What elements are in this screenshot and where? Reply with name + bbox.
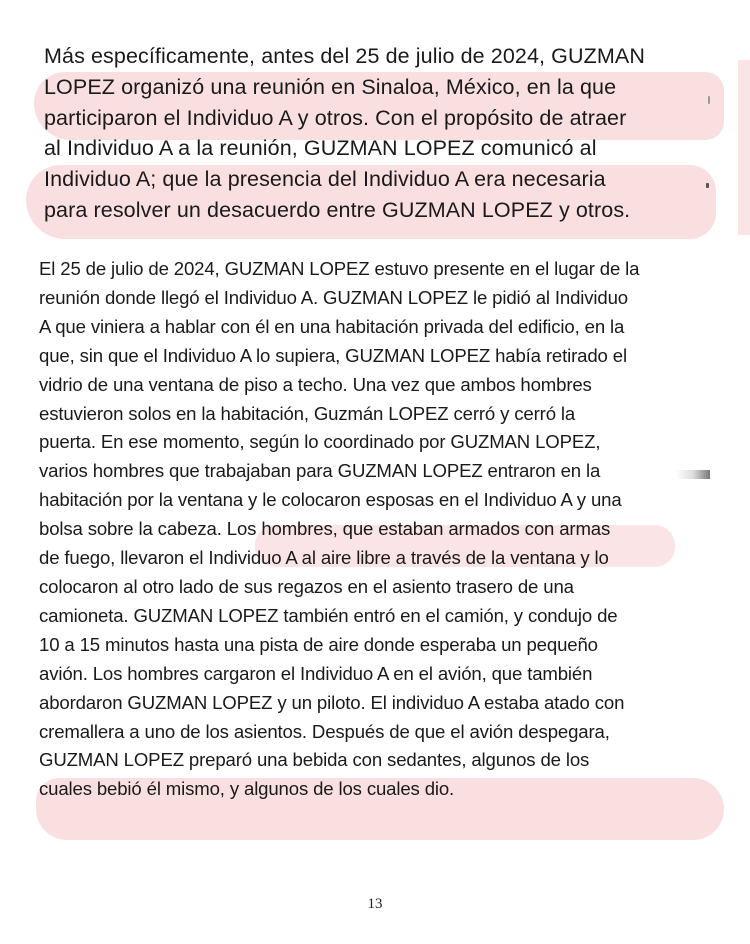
text-line: GUZMAN LOPEZ preparó una bebida con sedantes, algunos de los [39, 749, 590, 771]
text-line: abordaron GUZMAN LOPEZ y un piloto. El individuo A estaba atado con [39, 691, 625, 713]
text-line: 10 a 15 minutos hasta una pista de aire donde esperaba un pequeño [39, 633, 598, 655]
text-line: avión. Los hombres cargaron el Individuo A en el avión, que también [39, 662, 593, 684]
body-paragraph [39, 255, 729, 804]
text-line: LOPEZ organizó una reunión en Sinaloa, México, en la que [44, 74, 617, 99]
page-number: 13 [367, 896, 383, 912]
text-line: estuvieron solos en la habitación, Guzmán LOPEZ cerró y cerró la [39, 402, 576, 424]
text-line: camioneta. GUZMAN LOPEZ también entró en el camión, y condujo de [39, 604, 618, 626]
text-line: Individuo A; que la presencia del Individuo A era necesaria [44, 167, 606, 192]
text-line: bolsa sobre la cabeza. Los hombres, que estaban armados con armas [39, 518, 611, 540]
text-line: colocaron al otro lado de sus regazos en el asiento trasero de una [39, 575, 574, 597]
text-line: participaron el Individuo A y otros. Con el propósito de atraer [44, 105, 627, 130]
text-line: que, sin que el Individuo A lo supiera, GUZMAN LOPEZ había retirado el [39, 344, 627, 366]
text-line: reunión donde llegó el Individuo A. GUZMAN LOPEZ le pidió al Individuo [39, 286, 628, 308]
text-line: de fuego, llevaron el Individuo A al aire libre a través de la ventana y lo [39, 547, 609, 569]
text-line: El 25 de julio de 2024, GUZMAN LOPEZ estuvo presente en el lugar de la [39, 258, 640, 279]
text-line: para resolver un desacuerdo entre GUZMAN LOPEZ y otros. [44, 197, 631, 222]
text-line: Más específicamente, antes del 25 de julio de 2024, GUZMAN [44, 44, 645, 68]
text-line: varios hombres que trabajaban para GUZMAN LOPEZ entraron en la [39, 460, 601, 482]
text-line: puerta. En ese momento, según lo coordinado por GUZMAN LOPEZ, [39, 431, 601, 453]
highlight-right-edge [738, 60, 750, 235]
highlighted-paragraph [44, 41, 734, 226]
text-line: habitación por la ventana y le colocaron esposas en el Individuo A y una [39, 489, 622, 511]
text-line: cuales bebió él mismo, y algunos de los cuales dio. [39, 778, 455, 800]
text-line: A que viniera a hablar con él en una habitación privada del edificio, en la [39, 315, 625, 337]
text-line: cremallera a uno de los asientos. Después de que el avión despegara, [39, 720, 610, 742]
text-line: vidrio de una ventana de piso a techo. Una vez que ambos hombres [39, 373, 592, 395]
text-line: al Individuo A a la reunión, GUZMAN LOPEZ comunicó al [44, 136, 597, 161]
